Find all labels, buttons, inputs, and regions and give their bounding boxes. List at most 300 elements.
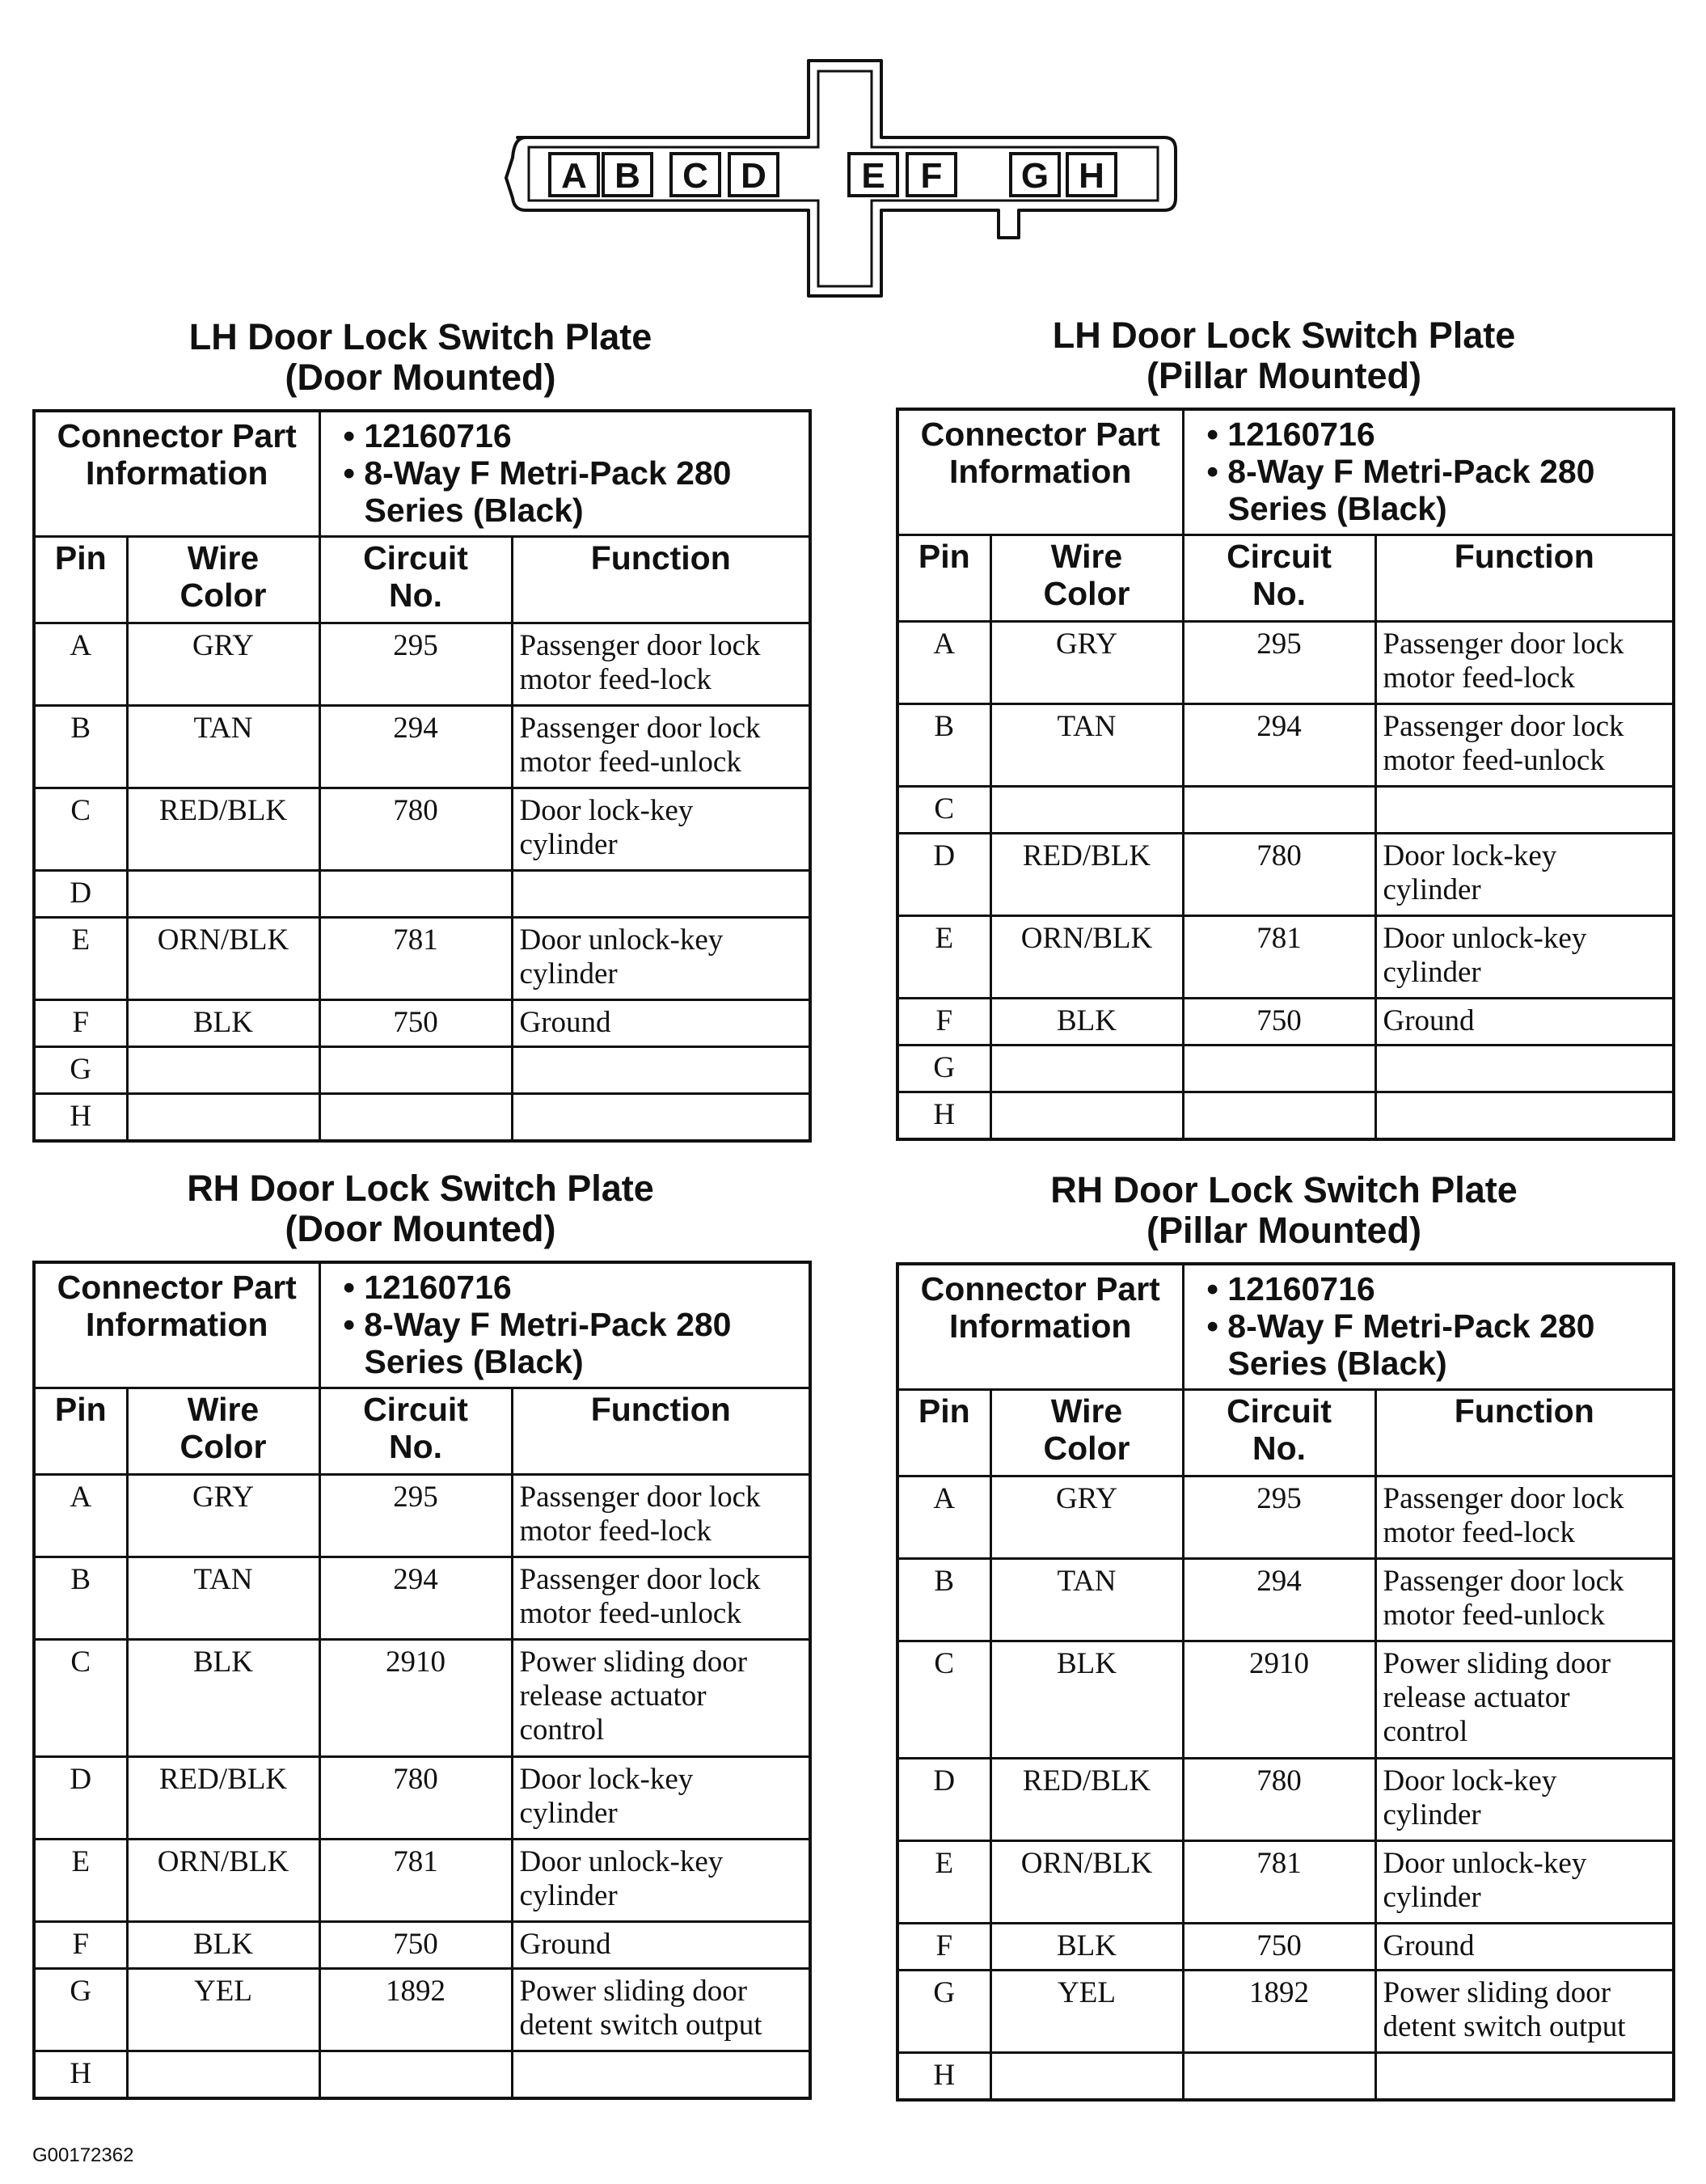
connector-table-rh-door (32, 1168, 809, 2100)
function-line: control (1383, 1715, 1468, 1748)
info-label-line: Information (949, 453, 1132, 490)
circuit-cell: 2910 (319, 1640, 512, 1757)
function-cell (512, 1000, 810, 1047)
table-title-line: RH Door Lock Switch Plate (1050, 1169, 1518, 1210)
wire-color-cell (990, 787, 1183, 834)
pin-row (897, 1641, 1674, 1759)
function-line: motor feed-unlock (1383, 1599, 1605, 1632)
function-line: Passenger door lock (1383, 1482, 1624, 1515)
header-circuit-no (319, 537, 512, 623)
function-line: Ground (519, 1928, 611, 1961)
connector-info-value (319, 411, 810, 537)
info-value-text: Series (Black) (1227, 1345, 1447, 1382)
pin-row (34, 1557, 810, 1640)
function-line: Passenger door lock (519, 1481, 761, 1514)
info-value-text: Series (Black) (364, 1343, 584, 1380)
function-line: cylinder (519, 1797, 618, 1830)
header-row (897, 535, 1674, 622)
function-cell (1375, 1841, 1674, 1924)
info-value-text: 12160716 (364, 417, 512, 454)
pin-cell: F (34, 1000, 127, 1047)
wire-color-cell: RED/BLK (127, 788, 319, 871)
info-value-line (343, 1306, 803, 1343)
pin-row (34, 1094, 810, 1141)
function-cell (512, 1557, 810, 1640)
header-line: Circuit (1227, 1392, 1332, 1430)
pin-cell: G (897, 1046, 990, 1092)
pin-row (897, 1092, 1674, 1139)
header-line: Circuit (1227, 538, 1332, 575)
function-line: Door unlock-key (1383, 1847, 1587, 1880)
connector-info-label (897, 1264, 1183, 1390)
circuit-cell: 295 (1183, 622, 1375, 704)
header-line: Wire (187, 1391, 260, 1428)
function-line: control (519, 1713, 605, 1747)
function-line: Door lock-key (1383, 839, 1557, 872)
connector-info-label (34, 411, 319, 537)
table-title (32, 1168, 809, 1261)
connector-info-label (897, 409, 1183, 535)
pin-row (897, 1971, 1674, 2053)
circuit-cell: 780 (1183, 834, 1375, 916)
function-line: cylinder (1383, 1798, 1481, 1831)
pin-cell: H (34, 1094, 127, 1141)
info-value-text: Series (Black) (1227, 490, 1447, 527)
header-function: Function (512, 537, 810, 623)
pin-cell: F (34, 1922, 127, 1969)
function-line: Door lock-key (519, 794, 694, 827)
wire-color-cell: TAN (127, 706, 319, 788)
header-row (34, 1388, 810, 1475)
info-value-line (1228, 1345, 1666, 1382)
function-cell (512, 1969, 810, 2051)
header-pin: Pin (34, 1388, 127, 1475)
function-line: cylinder (1383, 873, 1481, 906)
pin-cell: C (897, 787, 990, 834)
circuit-cell: 294 (1183, 1559, 1375, 1641)
circuit-cell: 2910 (1183, 1641, 1375, 1759)
function-cell (512, 788, 810, 871)
pin-row (897, 1559, 1674, 1641)
pin-cell: A (34, 623, 127, 706)
table-title (896, 1170, 1672, 1262)
wire-color-cell: GRY (127, 623, 319, 706)
pin-row (34, 788, 810, 871)
header-line: No. (388, 1428, 443, 1465)
wire-color-cell (127, 2051, 319, 2098)
wire-color-cell: BLK (127, 1640, 319, 1757)
info-value-line (1206, 1307, 1666, 1345)
function-cell (1375, 704, 1674, 787)
pin-cell: H (897, 1092, 990, 1139)
pin-cell: E (34, 1840, 127, 1922)
function-line: Passenger door lock (519, 629, 761, 662)
function-line: Passenger door lock (1383, 1565, 1624, 1598)
function-line: Power sliding door (519, 1645, 748, 1679)
function-cell (1375, 1559, 1674, 1641)
function-line: motor feed-lock (519, 1514, 712, 1548)
table-title-line: (Pillar Mounted) (1146, 355, 1421, 396)
bullet: • (343, 1306, 355, 1343)
pin-row (34, 1757, 810, 1840)
header-row (34, 537, 810, 623)
info-value-text: 8-Way F Metri-Pack 280 (1227, 1307, 1595, 1345)
header-line: Color (179, 577, 267, 614)
circuit-cell: 781 (1183, 916, 1375, 999)
connector-info-value (1183, 1264, 1674, 1390)
circuit-cell (319, 871, 512, 918)
header-line: Color (1043, 575, 1130, 612)
pin-row (897, 787, 1674, 834)
cavity-label-f: F (920, 156, 943, 196)
pin-row (34, 871, 810, 918)
function-cell (1375, 1759, 1674, 1841)
function-cell (512, 1047, 810, 1094)
circuit-cell: 781 (319, 918, 512, 1000)
function-line: Passenger door lock (519, 1563, 761, 1596)
pin-row (897, 1046, 1674, 1092)
pin-row (897, 2053, 1674, 2100)
function-cell (1375, 1641, 1674, 1759)
table-title (896, 315, 1672, 408)
pinout-table (896, 1262, 1675, 2102)
wire-color-cell: TAN (990, 1559, 1183, 1641)
header-line: No. (1252, 1430, 1307, 1467)
pin-row (897, 622, 1674, 704)
wire-color-cell: ORN/BLK (127, 918, 319, 1000)
info-value-text: 8-Way F Metri-Pack 280 (364, 1306, 732, 1343)
function-cell (1375, 1924, 1674, 1971)
pin-cell: G (897, 1971, 990, 2053)
pin-row (34, 623, 810, 706)
pinout-table (32, 409, 812, 1143)
function-cell (1375, 916, 1674, 999)
cavity-label-c: C (682, 156, 708, 196)
cavity-label-h: H (1079, 156, 1104, 196)
pin-row (34, 706, 810, 788)
info-value-text: Series (Black) (364, 492, 584, 529)
bullet: • (343, 454, 355, 492)
function-line: Ground (1383, 1004, 1475, 1037)
pin-row (897, 704, 1674, 787)
function-cell (512, 871, 810, 918)
pin-cell: B (34, 1557, 127, 1640)
pin-row (34, 1840, 810, 1922)
function-cell (1375, 622, 1674, 704)
cavity-label-d: D (741, 156, 766, 196)
pin-cell: G (34, 1969, 127, 2051)
info-value-line (343, 454, 803, 492)
pin-row (897, 999, 1674, 1046)
info-value-line (1206, 453, 1666, 490)
table-title-line: (Pillar Mounted) (1146, 1210, 1421, 1251)
cavity-label-g: G (1020, 156, 1049, 196)
wire-color-cell (127, 871, 319, 918)
wire-color-cell (990, 2053, 1183, 2100)
info-value-line (1206, 1270, 1666, 1307)
function-line: Door unlock-key (1383, 922, 1587, 955)
pin-row (34, 2051, 810, 2098)
function-line: motor feed-unlock (519, 746, 741, 779)
function-cell (512, 1840, 810, 1922)
pin-cell: G (34, 1047, 127, 1094)
pin-row (897, 834, 1674, 916)
function-line: detent switch output (1383, 2010, 1626, 2043)
pin-cell: A (897, 622, 990, 704)
function-cell (512, 1922, 810, 1969)
circuit-cell: 1892 (319, 1969, 512, 2051)
circuit-cell: 295 (319, 1475, 512, 1557)
function-cell (512, 2051, 810, 2098)
pin-row (897, 1924, 1674, 1971)
pin-row (34, 1047, 810, 1094)
circuit-cell: 295 (1183, 1476, 1375, 1559)
function-cell (1375, 1046, 1674, 1092)
pin-cell: E (897, 916, 990, 999)
circuit-cell: 295 (319, 623, 512, 706)
function-cell (512, 918, 810, 1000)
info-value-line (343, 1269, 803, 1306)
pin-cell: B (897, 704, 990, 787)
table-title-line: RH Door Lock Switch Plate (187, 1168, 654, 1209)
function-line: Door lock-key (519, 1763, 694, 1796)
circuit-cell (1183, 2053, 1375, 2100)
info-value-text: 8-Way F Metri-Pack 280 (1227, 453, 1595, 490)
connector-info-label (34, 1262, 319, 1388)
wire-color-cell: BLK (990, 1641, 1183, 1759)
header-pin: Pin (897, 535, 990, 622)
wire-color-cell: BLK (127, 1922, 319, 1969)
header-line: No. (388, 577, 443, 614)
function-cell (1375, 1092, 1674, 1139)
function-line: Door unlock-key (519, 1845, 724, 1878)
function-cell (1375, 834, 1674, 916)
info-label-line: Information (86, 1306, 268, 1343)
connector-info-value (1183, 409, 1674, 535)
figure-id: G00172362 (32, 2144, 134, 2166)
info-label-line: Connector Part (920, 416, 1160, 453)
function-cell (1375, 2053, 1674, 2100)
connector-info-row (34, 411, 810, 537)
function-line: Passenger door lock (1383, 710, 1624, 743)
function-line: Power sliding door (1383, 1976, 1611, 2009)
pin-cell: A (897, 1476, 990, 1559)
function-line: Door lock-key (1383, 1764, 1557, 1797)
info-label-line: Connector Part (57, 1269, 297, 1306)
pin-cell: H (897, 2053, 990, 2100)
circuit-cell (1183, 787, 1375, 834)
function-line: motor feed-lock (519, 663, 712, 696)
header-line: Circuit (363, 539, 468, 577)
wire-color-cell: ORN/BLK (127, 1840, 319, 1922)
connector-table-rh-pillar (896, 1170, 1672, 2102)
function-line: Power sliding door (519, 1975, 748, 2008)
table-title-line: (Door Mounted) (285, 1208, 556, 1249)
function-line: release actuator (1383, 1681, 1570, 1714)
header-function: Function (1375, 535, 1674, 622)
function-line: cylinder (1383, 1881, 1481, 1914)
function-line: Passenger door lock (519, 712, 761, 745)
circuit-cell: 781 (1183, 1841, 1375, 1924)
bullet: • (1206, 416, 1218, 453)
circuit-cell (1183, 1092, 1375, 1139)
header-wire-color (127, 537, 319, 623)
pin-cell: C (34, 788, 127, 871)
table-title-line: LH Door Lock Switch Plate (188, 316, 652, 357)
connector-info-row (34, 1262, 810, 1388)
circuit-cell: 780 (319, 1757, 512, 1840)
wire-color-cell: ORN/BLK (990, 1841, 1183, 1924)
circuit-cell (1183, 1046, 1375, 1092)
bullet: • (1206, 1270, 1218, 1307)
pin-row (34, 918, 810, 1000)
function-line: Ground (519, 1006, 611, 1039)
wire-color-cell: RED/BLK (990, 1759, 1183, 1841)
pin-row (34, 1922, 810, 1969)
header-pin: Pin (897, 1390, 990, 1476)
function-cell (1375, 999, 1674, 1046)
header-wire-color (127, 1388, 319, 1475)
bullet: • (343, 417, 355, 454)
header-circuit-no (319, 1388, 512, 1475)
info-value-line (365, 492, 803, 529)
circuit-cell: 294 (319, 706, 512, 788)
connector-info-row (897, 1264, 1674, 1390)
wire-color-cell: RED/BLK (127, 1757, 319, 1840)
pin-cell: B (897, 1559, 990, 1641)
wire-color-cell: BLK (127, 1000, 319, 1047)
circuit-cell (319, 1094, 512, 1141)
function-line: motor feed-unlock (1383, 744, 1605, 777)
wire-color-cell: BLK (990, 999, 1183, 1046)
cavity-label-e: E (861, 156, 885, 196)
pin-row (897, 916, 1674, 999)
wire-color-cell (990, 1046, 1183, 1092)
circuit-cell (319, 2051, 512, 2098)
function-cell (1375, 1971, 1674, 2053)
pin-cell: D (897, 834, 990, 916)
pin-cell: C (34, 1640, 127, 1757)
connector-info-value (319, 1262, 810, 1388)
header-circuit-no (1183, 535, 1375, 622)
pin-row (34, 1969, 810, 2051)
circuit-cell: 294 (319, 1557, 512, 1640)
info-value-line (365, 1343, 803, 1380)
header-wire-color (990, 535, 1183, 622)
circuit-cell: 750 (319, 1000, 512, 1047)
header-line: Circuit (363, 1391, 468, 1428)
circuit-cell (319, 1047, 512, 1094)
pin-row (897, 1759, 1674, 1841)
function-line: Door unlock-key (519, 923, 724, 957)
function-line: motor feed-unlock (519, 1597, 741, 1630)
function-line: detent switch output (519, 2009, 762, 2042)
pin-cell: E (34, 918, 127, 1000)
header-function: Function (512, 1388, 810, 1475)
function-cell (512, 1640, 810, 1757)
bullet: • (1206, 453, 1218, 490)
header-function: Function (1375, 1390, 1674, 1476)
pin-cell: C (897, 1641, 990, 1759)
wire-color-cell: YEL (127, 1969, 319, 2051)
function-line: release actuator (519, 1679, 707, 1713)
bullet: • (1206, 1307, 1218, 1345)
pinout-table (32, 1261, 812, 2100)
header-line: Color (179, 1428, 267, 1465)
circuit-cell: 750 (1183, 1924, 1375, 1971)
header-line: Wire (187, 539, 260, 577)
circuit-cell: 294 (1183, 704, 1375, 787)
connector-info-row (897, 409, 1674, 535)
info-value-line (1206, 416, 1666, 453)
connector-face-diagram (501, 57, 1180, 307)
function-line: motor feed-lock (1383, 661, 1575, 695)
info-label-line: Information (949, 1307, 1132, 1345)
function-line: Power sliding door (1383, 1647, 1611, 1680)
function-line: cylinder (519, 957, 618, 991)
pin-cell: D (897, 1759, 990, 1841)
bullet: • (343, 1269, 355, 1306)
table-title-line: LH Door Lock Switch Plate (1052, 315, 1516, 356)
info-value-text: 12160716 (1227, 416, 1375, 453)
wire-color-cell (990, 1092, 1183, 1139)
connector-table-lh-pillar (896, 315, 1672, 1141)
header-line: Wire (1050, 1392, 1123, 1430)
wire-color-cell: BLK (990, 1924, 1183, 1971)
pin-cell: D (34, 871, 127, 918)
function-line: Ground (1383, 1929, 1475, 1962)
function-cell (512, 1757, 810, 1840)
circuit-cell: 781 (319, 1840, 512, 1922)
wire-color-cell: RED/BLK (990, 834, 1183, 916)
pin-cell: F (897, 1924, 990, 1971)
function-cell (1375, 787, 1674, 834)
wire-color-cell: ORN/BLK (990, 916, 1183, 999)
connector-table-lh-door (32, 317, 809, 1143)
header-line: No. (1252, 575, 1307, 612)
wire-color-cell (127, 1094, 319, 1141)
wire-color-cell: YEL (990, 1971, 1183, 2053)
function-line: cylinder (519, 828, 618, 861)
cavity-label-a: A (561, 156, 587, 196)
circuit-cell: 780 (319, 788, 512, 871)
cavity-label-b: B (614, 156, 640, 196)
function-cell (512, 1094, 810, 1141)
wire-color-cell: TAN (990, 704, 1183, 787)
function-line: cylinder (519, 1879, 618, 1912)
info-value-text: 12160716 (364, 1269, 512, 1306)
pin-row (897, 1841, 1674, 1924)
circuit-cell: 750 (1183, 999, 1375, 1046)
wire-color-cell (127, 1047, 319, 1094)
pin-row (34, 1640, 810, 1757)
function-line: cylinder (1383, 956, 1481, 989)
info-label-line: Connector Part (920, 1270, 1160, 1307)
pin-cell: A (34, 1475, 127, 1557)
info-label-line: Connector Part (57, 417, 297, 454)
header-pin: Pin (34, 537, 127, 623)
function-cell (512, 706, 810, 788)
wire-color-cell: GRY (990, 1476, 1183, 1559)
function-cell (512, 1475, 810, 1557)
info-value-line (343, 417, 803, 454)
connector-housing-outline (506, 61, 1176, 296)
table-title (32, 317, 809, 409)
table-title-line: (Door Mounted) (285, 357, 556, 398)
circuit-cell: 780 (1183, 1759, 1375, 1841)
info-value-line (1228, 490, 1666, 527)
pin-row (897, 1476, 1674, 1559)
